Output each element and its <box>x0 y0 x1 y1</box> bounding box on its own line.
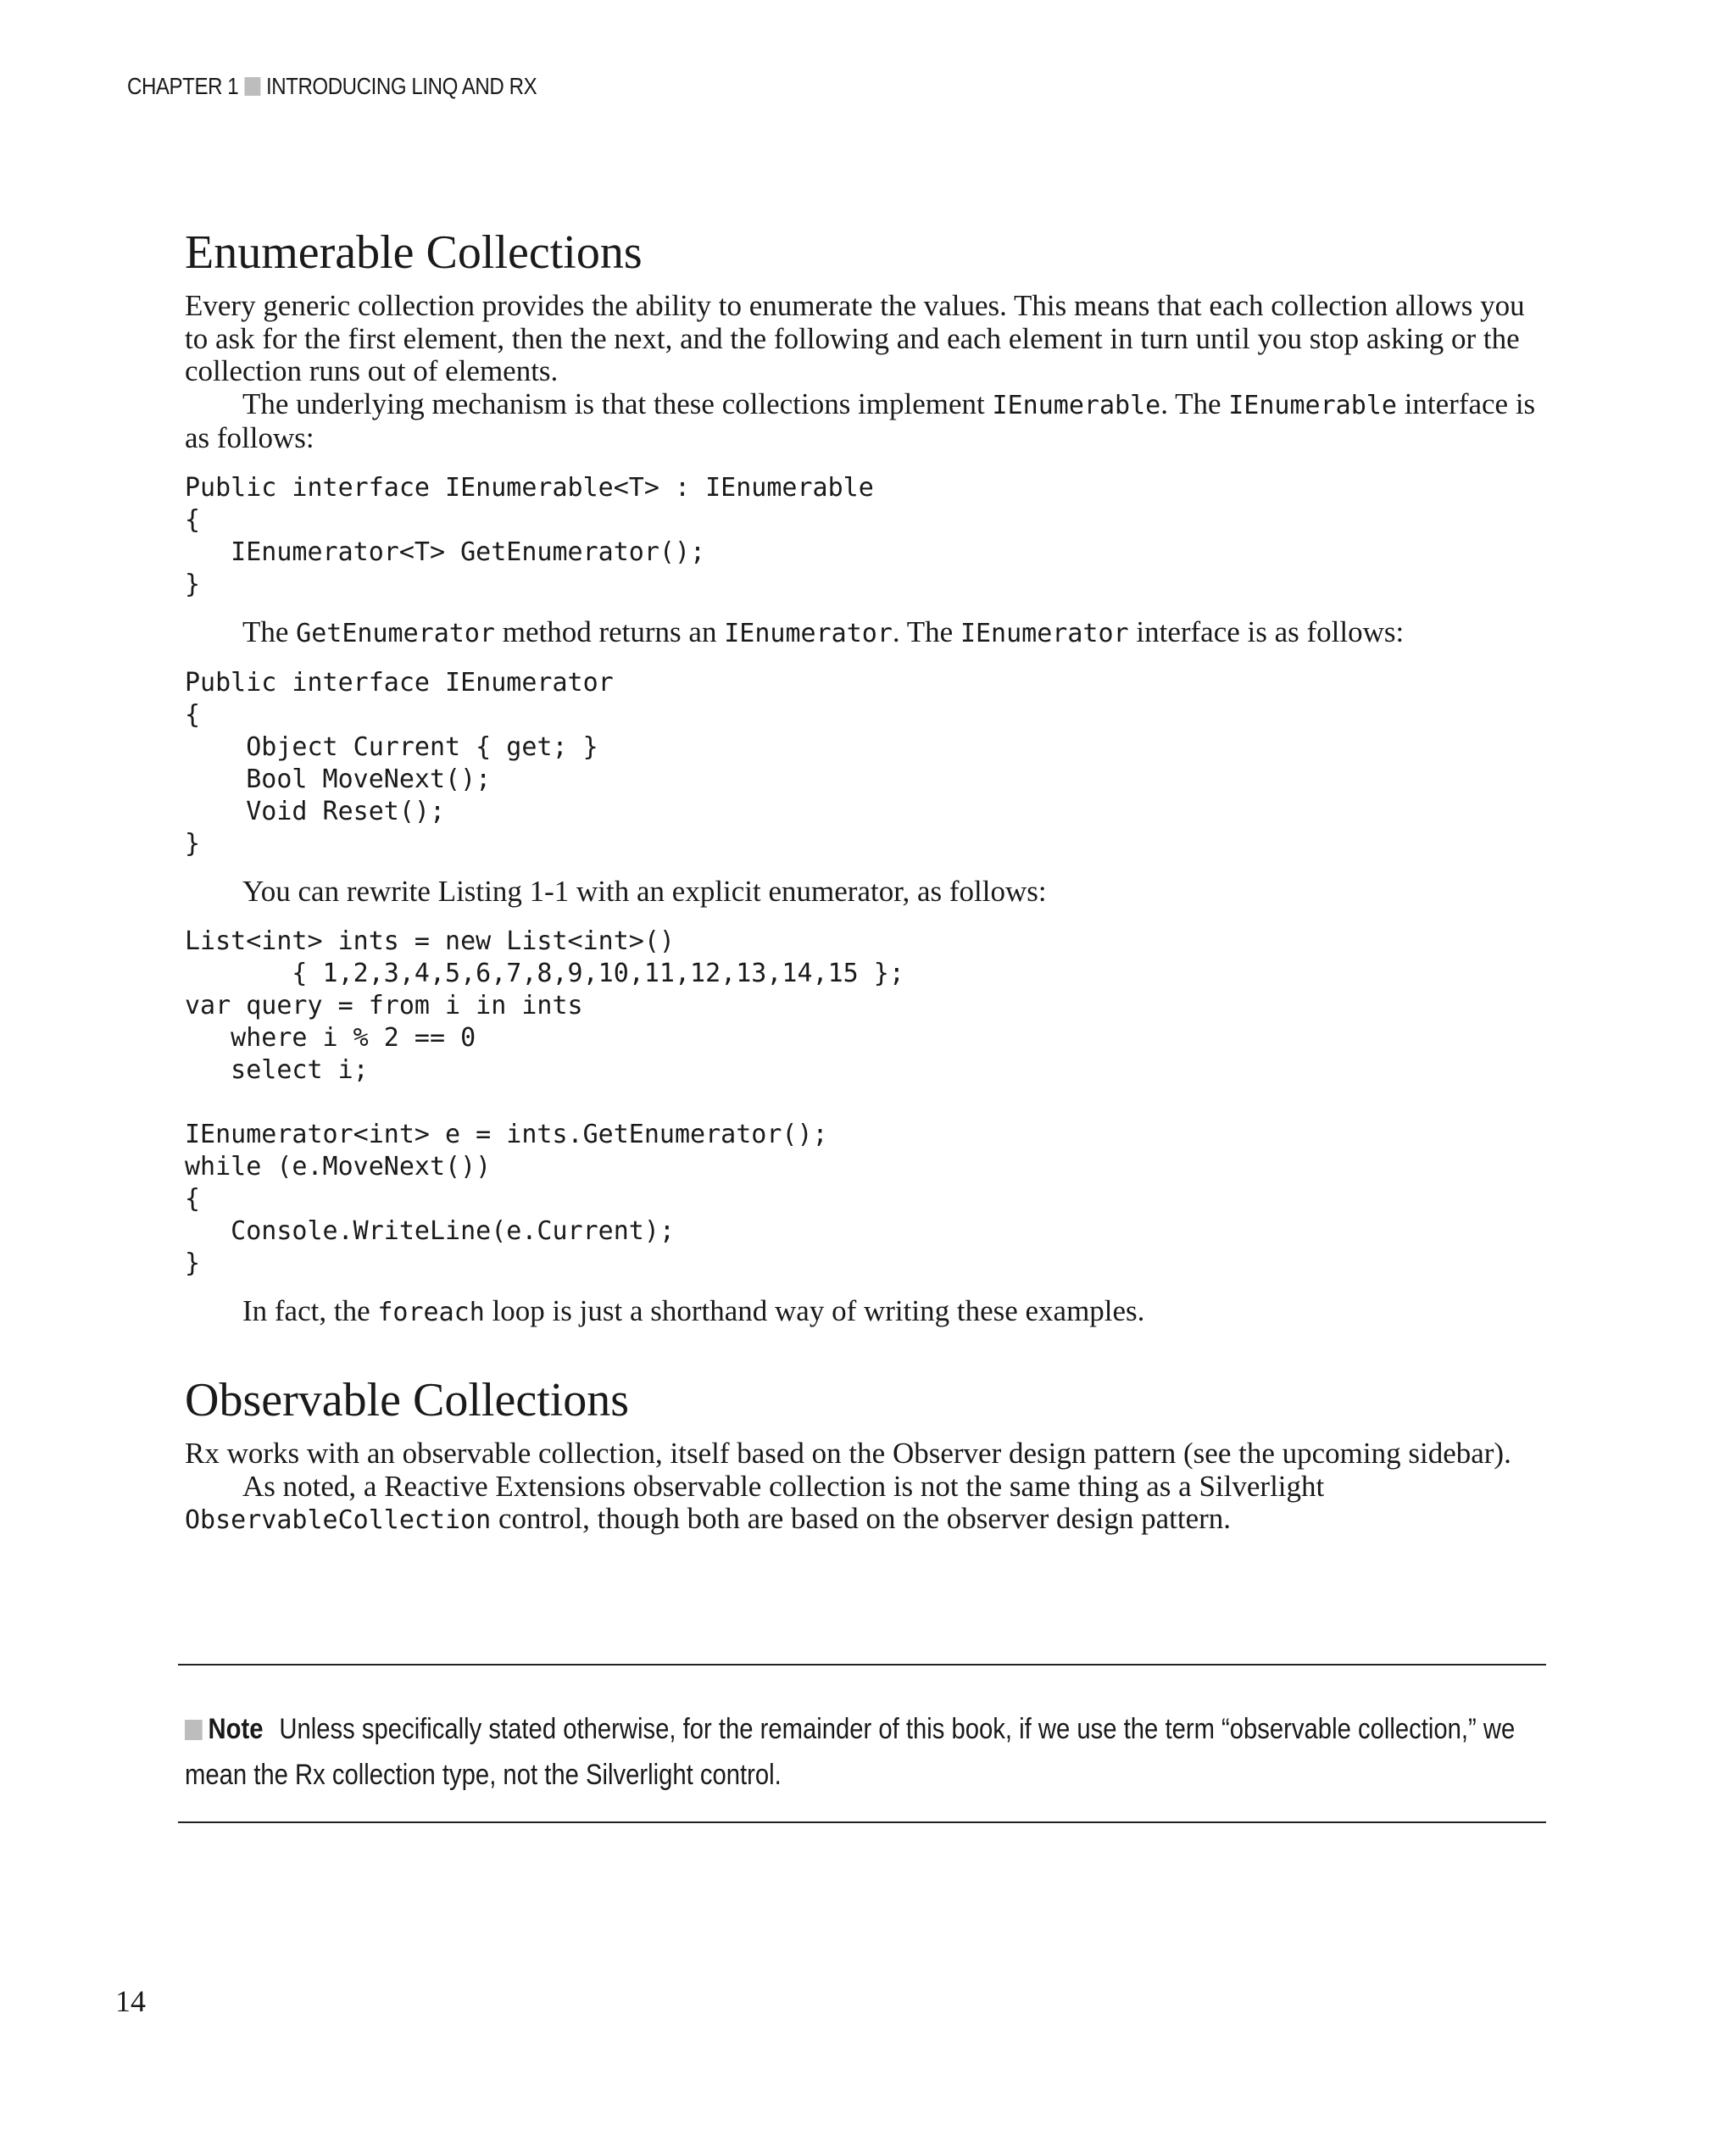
paragraph: The GetEnumerator method returns an IEnumerator. The IEnumerator interface is as follows: <box>242 614 1405 648</box>
inline-code: foreach <box>377 1297 485 1327</box>
inline-code: IEnumerable <box>1228 390 1397 420</box>
note-label: Note <box>208 1713 264 1745</box>
inline-code: IEnumerator <box>724 618 893 648</box>
inline-code: IEnumerator <box>960 618 1129 648</box>
paragraph: Rx works with an observable collection, itself based on the Observer design pattern (see the upcoming sidebar). <box>185 1437 1511 1470</box>
running-head-title: INTRODUCING LINQ AND RX <box>265 73 537 99</box>
code-block: List<int> ints = new List<int>() { 1,2,3,4,5,6,7,8,9,10,11,12,13,14,15 }; var query = from i in ints where i % 2 == 0 select i; IEnumerator<int> e = ints.GetEnumerator(); while (e.MoveNext()) { Console.WriteLine(e.Current); } <box>185 926 904 1278</box>
note-body: Unless specifically stated otherwise, for the remainder of this book, if we use the term “observable collection,” we mean the Rx collection type, not the Silverlight control. <box>185 1713 1516 1791</box>
main-content <box>185 225 1541 1538</box>
note-box <box>178 1664 1546 1823</box>
page-number: 14 <box>115 1984 146 2018</box>
running-head-chapter: CHAPTER 1 <box>127 73 239 99</box>
square-bullet-icon <box>185 1720 203 1740</box>
paragraph: In fact, the foreach loop is just a shorthand way of writing these examples. <box>242 1293 1145 1327</box>
inline-code: IEnumerable <box>992 390 1161 420</box>
code-block: Public interface IEnumerator { Object Current { get; } Bool MoveNext(); Void Reset(); } <box>185 668 614 859</box>
running-head <box>127 73 537 100</box>
section-heading-observable: Observable Collections <box>185 1374 630 1426</box>
inline-code: GetEnumerator <box>296 618 495 648</box>
code-block: Public interface IEnumerable<T> : IEnumerable { IEnumerator<T> GetEnumerator(); } <box>185 472 874 599</box>
paragraph: The underlying mechanism is that these collections implement IEnumerable. The IEnumerable interface is as follows: <box>185 386 1536 454</box>
paragraph: As noted, a Reactive Extensions observable collection is not the same thing as a Silverlight ObservableCollection control, though both are based on the observer design pattern. <box>185 1469 1325 1535</box>
note-text <box>185 1706 1541 1798</box>
paragraph: You can rewrite Listing 1-1 with an explicit enumerator, as follows: <box>242 875 1047 908</box>
paragraph: Every generic collection provides the ability to enumerate the values. This means that each collection allows you to ask for the first element, then the next, and the following and each element in turn until you stop asking or the collection runs out of elements. <box>185 289 1525 387</box>
square-bullet-icon <box>244 77 260 96</box>
inline-code: ObservableCollection <box>185 1505 492 1535</box>
section-heading-enumerable: Enumerable Collections <box>185 226 643 279</box>
